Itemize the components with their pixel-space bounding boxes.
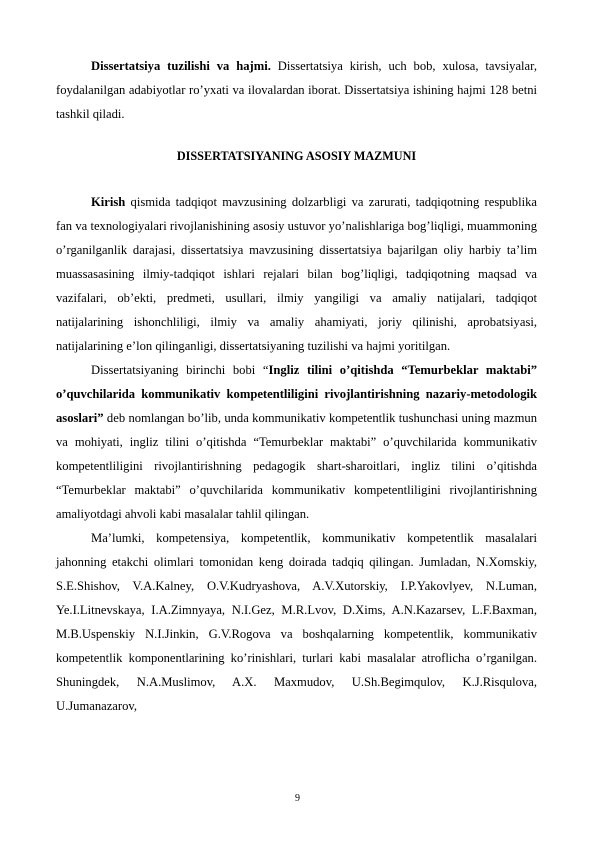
chapter-one-title: Ingliz tilini o’qitishda “Temurbeklar maktabi” o’quvchilarida kommunikativ kompetentliligini rivojlantirishning nazariy-metodologik asoslari” <box>56 363 537 425</box>
introduction-text: qismida tadqiqot mavzusining dolzarbligi va zarurati, tadqiqotning respublika fan va texnologiyalari rivojlanishining asosiy ustuvor yo’nalishlariga bog’liqligi, muammoning o’rganilganlik darajasi, dissertatsiya mavzusining dissertatsiya bajarilgan oliy harbiy ta’lim muassasasining ilmiy-tadqiqot ishlari rejalari bilan bog’liqligi, tadqiqotning maqsad va vazifalari, ob’ekti, predmeti, usullari, ilmiy yangiligi va amaliy natijalari, tadqiqot natijalarining ishonchliligi, ilmiy va amaliy ahamiyati, joriy qilinishi, aprobatsiyasi, natijalarining e’lon qilinganligi, dissertatsiyaning tuzilishi va hajmi yoritilgan. <box>56 195 537 353</box>
introduction-lead: Kirish <box>91 195 126 209</box>
chapter-one-paragraph <box>56 358 537 526</box>
structure-lead: Dissertatsiya tuzilishi va hajmi. <box>91 59 271 73</box>
literature-paragraph: Ma’lumki, kompetensiya, kompetentlik, kommunikativ kompetentlik masalalari jahonning etakchi olimlari tomonidan keng doirada tadqiq qilingan. Jumladan, N.Xomskiy, S.E.Shishov, V.A.Kalney, O.V.Kudryashova, A.V.Xutorskiy, I.P.Yakovlyev, N.Luman, Ye.I.Litnevskaya, I.A.Zimnyaya, N.I.Gez, M.R.Lvov, D.Xims, A.N.Kazarsev, L.F.Baxman, M.B.Uspenskiy N.I.Jinkin, G.V.Rogova va boshqalarning kompetentlik, kommunikativ kompetentlik komponentlarining ko’rinishlari, turlari kabi masalalar atroflicha o’rganilgan. Shuningdek, N.A.Muslimov, A.X. Maxmudov, U.Sh.Begimqulov, K.J.Risqulova, U.Jumanazarov, <box>56 531 537 713</box>
page-number: 9 <box>295 793 300 804</box>
structure-text: Dissertatsiya kirish, uch bob, xulosa, tavsiyalar, foydalanilgan adabiyotlar ro’yxati va ilovalardan iborat. Dissertatsiya ishining hajmi 128 betni tashkil qiladi. <box>56 59 537 121</box>
introduction-paragraph <box>56 190 537 358</box>
structure-paragraph <box>56 54 537 126</box>
section-heading: DISSERTATSIYANING ASOSIY MAZMUNI <box>176 149 417 163</box>
chapter-one-before: Dissertatsiyaning birinchi bobi “ <box>91 363 269 377</box>
chapter-one-after: deb nomlangan bo’lib, unda kommunikativ kompetentlik tushunchasi uning mazmun va mohiyati, ingliz tilini o’qitishda “Temurbeklar maktabi” o’quvchilarida kommunikativ kompetentliligini rivojlantirishning pedagogik shart-sharoitlari, ingliz tilini o’qitishda “Temurbeklar maktabi” o’quvchilarida kommunikativ kompetentliligini rivojlantirishning amaliyotdagi ahvoli kabi masalalar tahlil qilingan. <box>56 411 537 521</box>
page-content <box>56 54 537 718</box>
